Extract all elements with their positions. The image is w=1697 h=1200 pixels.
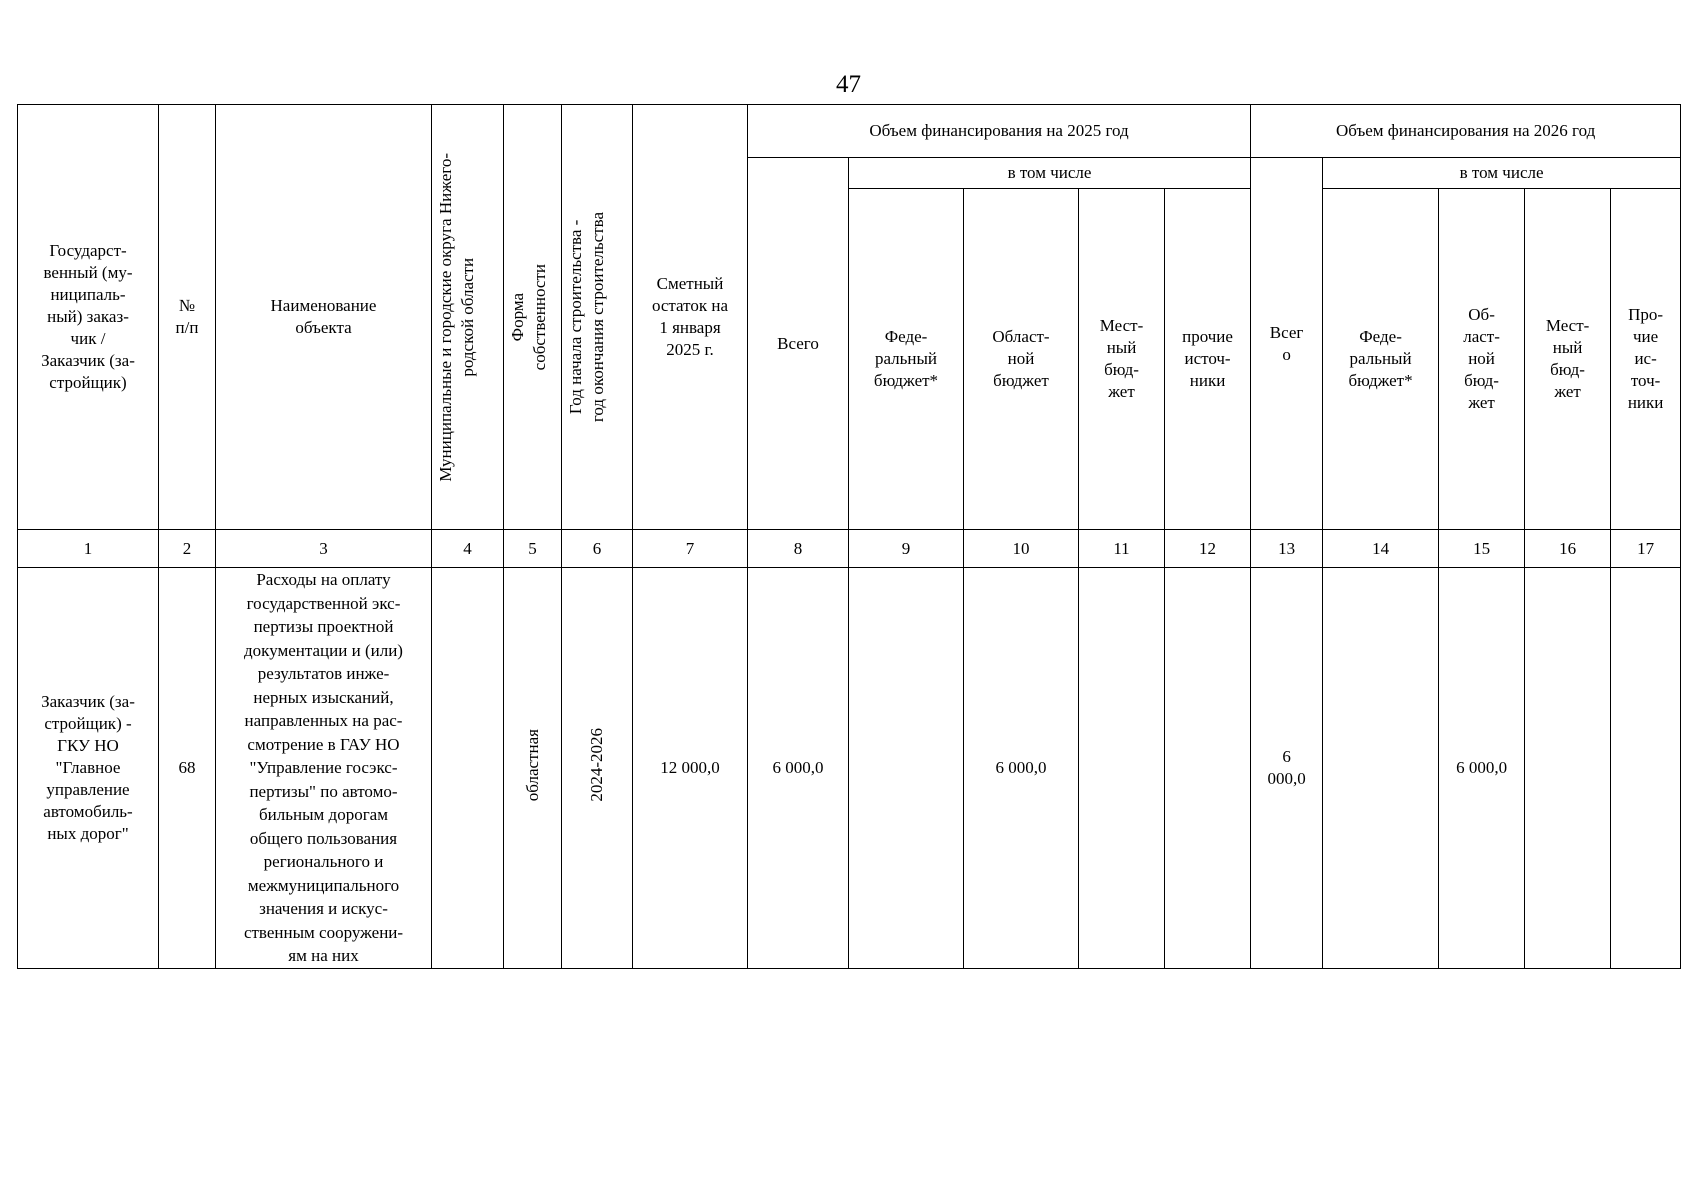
header-estimate: Сметный остаток на 1 января 2025 г.: [633, 105, 748, 530]
cell-customer: Заказчик (за- стройщик) - ГКУ НО "Главное управление автомобиль- ных дорог": [18, 568, 159, 969]
column-number: 8: [748, 530, 849, 568]
column-number: 9: [849, 530, 964, 568]
header-row-1: [18, 105, 1681, 158]
cell-local-2025: [1079, 568, 1165, 969]
header-regional-2026: Об- ласт- ной бюд- жет: [1439, 189, 1525, 530]
column-number: 4: [432, 530, 504, 568]
column-number: 12: [1165, 530, 1251, 568]
header-total-2026: Всег о: [1251, 158, 1323, 530]
header-ownership: Форма собственности: [504, 105, 562, 530]
header-other-2025: прочие источ- ники: [1165, 189, 1251, 530]
column-number: 16: [1525, 530, 1611, 568]
header-federal-2026: Феде- ральный бюджет*: [1323, 189, 1439, 530]
cell-object-name: Расходы на оплату государственной экс- пертизы проектной документации и (или) результатов инже- нерных изысканий, направленных на рас- смотрение в ГАУ НО "Управление госэкс- пертизы" по автомо- бильным дорогам общего пользования регионального и межмуниципального значения и искус- ственным сооружени- ям на них: [216, 568, 432, 969]
cell-total-2026: 6 000,0: [1251, 568, 1323, 969]
cell-total-2025: 6 000,0: [748, 568, 849, 969]
header-including-2025: в том числе: [849, 158, 1251, 189]
cell-regional-2026: 6 000,0: [1439, 568, 1525, 969]
cell-other-2025: [1165, 568, 1251, 969]
column-number: 6: [562, 530, 633, 568]
cell-regional-2025: 6 000,0: [964, 568, 1079, 969]
header-including-2026: в том числе: [1323, 158, 1681, 189]
header-federal-2025: Феде- ральный бюджет*: [849, 189, 964, 530]
column-number: 17: [1611, 530, 1681, 568]
cell-local-2026: [1525, 568, 1611, 969]
column-number: 7: [633, 530, 748, 568]
column-number: 14: [1323, 530, 1439, 568]
column-number: 15: [1439, 530, 1525, 568]
cell-num: 68: [159, 568, 216, 969]
header-regional-2025: Област- ной бюджет: [964, 189, 1079, 530]
header-municipal: Муниципальные и городские округа Нижего- родской области: [432, 105, 504, 530]
column-number: 10: [964, 530, 1079, 568]
column-number: 11: [1079, 530, 1165, 568]
cell-federal-2025: [849, 568, 964, 969]
header-fin-2025: Объем финансирования на 2025 год: [748, 105, 1251, 158]
financing-table: [17, 104, 1681, 969]
header-fin-2026: Объем финансирования на 2026 год: [1251, 105, 1681, 158]
header-total-2025: Всего: [748, 158, 849, 530]
cell-municipal: [432, 568, 504, 969]
cell-estimate: 12 000,0: [633, 568, 748, 969]
page-number: 47: [836, 71, 861, 98]
header-local-2026: Мест- ный бюд- жет: [1525, 189, 1611, 530]
header-customer: Государст- венный (му- ниципаль- ный) заказ- чик / Заказчик (за- стройщик): [18, 105, 159, 530]
header-object-name: Наименование объекта: [216, 105, 432, 530]
header-other-2026: Про- чие ис- точ- ники: [1611, 189, 1681, 530]
column-number: 3: [216, 530, 432, 568]
cell-ownership: областная: [504, 568, 562, 969]
column-number: 13: [1251, 530, 1323, 568]
column-number: 1: [18, 530, 159, 568]
column-numbers-row: [18, 530, 1681, 568]
header-years: Год начала строительства - год окончания строительства: [562, 105, 633, 530]
cell-other-2026: [1611, 568, 1681, 969]
column-number: 2: [159, 530, 216, 568]
cell-years: 2024-2026: [562, 568, 633, 969]
header-num: № п/п: [159, 105, 216, 530]
column-number: 5: [504, 530, 562, 568]
header-local-2025: Мест- ный бюд- жет: [1079, 189, 1165, 530]
cell-federal-2026: [1323, 568, 1439, 969]
table-row: [18, 568, 1681, 969]
